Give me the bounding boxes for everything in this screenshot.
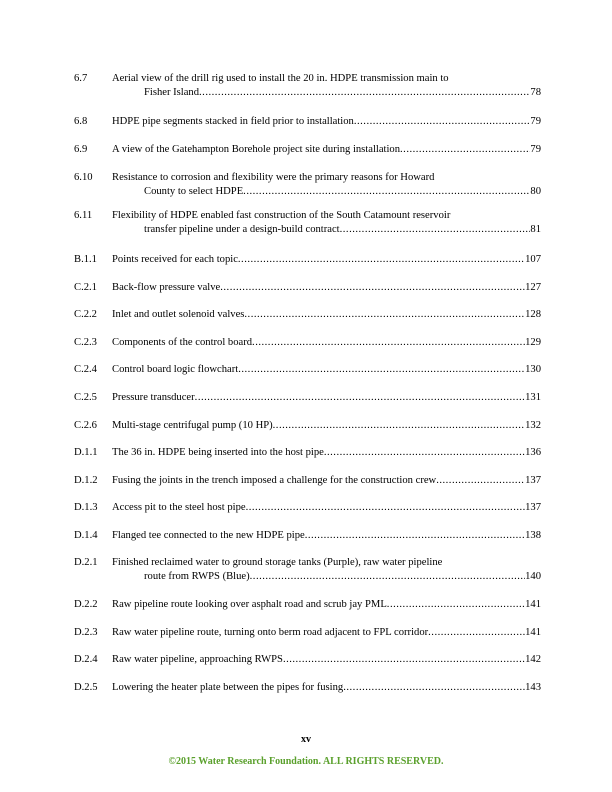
toc-entry[interactable]	[74, 115, 541, 129]
figure-number: 6.7	[74, 73, 88, 84]
figure-number: C.2.2	[74, 309, 97, 320]
toc-entry[interactable]	[74, 336, 541, 350]
page-reference[interactable]: 143	[525, 682, 541, 693]
figure-caption: Raw water pipeline, approaching RWPS	[112, 654, 283, 665]
page-number: xv	[301, 734, 311, 745]
page-reference[interactable]: 79	[530, 116, 541, 127]
figure-number: 6.8	[74, 116, 88, 127]
toc-entry[interactable]	[74, 143, 541, 157]
figure-number: D.1.2	[74, 475, 98, 486]
dot-leader	[273, 419, 525, 433]
page-reference[interactable]: 137	[525, 475, 541, 486]
dot-leader	[324, 446, 525, 460]
figure-number: 6.11	[74, 210, 93, 221]
figure-number: 6.9	[74, 144, 88, 155]
toc-entry[interactable]	[74, 556, 541, 584]
figure-caption: transfer pipeline under a design-build contract	[144, 224, 340, 235]
dot-leader	[244, 308, 525, 322]
figure-caption: Multi-stage centrifugal pump (10 HP)	[112, 420, 273, 431]
toc-entry[interactable]	[74, 474, 541, 488]
dot-leader	[252, 336, 525, 350]
figure-caption: Pressure transducer	[112, 392, 195, 403]
page-reference[interactable]: 81	[530, 224, 541, 235]
page-reference[interactable]: 132	[525, 420, 541, 431]
figure-caption: A view of the Gatehampton Borehole project site during installation	[112, 144, 401, 155]
page-reference[interactable]: 141	[525, 599, 541, 610]
figure-caption: Finished reclaimed water to ground storage tanks (Purple), raw water pipeline	[112, 557, 443, 568]
figure-caption: Control board logic flowchart	[112, 364, 239, 375]
figure-number: D.1.4	[74, 530, 98, 541]
figure-caption: Lowering the heater plate between the pipes for fusing	[112, 682, 344, 693]
figure-number: D.1.1	[74, 447, 98, 458]
figure-caption: HDPE pipe segments stacked in field prior to installation	[112, 116, 354, 127]
figure-number: 6.10	[74, 172, 93, 183]
toc-entry[interactable]	[74, 209, 541, 237]
figure-caption: County to select HDPE	[144, 186, 244, 197]
toc-entry[interactable]	[74, 171, 541, 199]
toc-entry[interactable]	[74, 681, 541, 695]
figure-number: D.1.3	[74, 502, 98, 513]
dot-leader	[428, 626, 525, 640]
toc-entry[interactable]	[74, 308, 541, 322]
figure-caption: Fusing the joints in the trench imposed a challenge for the construction crew	[112, 475, 437, 486]
toc-entry[interactable]	[74, 529, 541, 543]
figure-number: D.2.4	[74, 654, 98, 665]
figure-caption: route from RWPS (Blue)	[144, 571, 250, 582]
dot-leader	[238, 253, 525, 267]
figure-caption: Resistance to corrosion and flexibility were the primary reasons for Howard	[112, 172, 435, 183]
dot-leader	[199, 86, 530, 100]
dot-leader	[343, 681, 525, 695]
page-reference[interactable]: 80	[530, 186, 541, 197]
toc-entry[interactable]	[74, 281, 541, 295]
page-reference[interactable]: 127	[525, 282, 541, 293]
figure-number: C.2.1	[74, 282, 97, 293]
dot-leader	[305, 529, 525, 543]
dot-leader	[238, 363, 525, 377]
figure-caption: Flanged tee connected to the new HDPE pipe	[112, 530, 305, 541]
figure-caption: Flexibility of HDPE enabled fast construction of the South Catamount reservoir	[112, 210, 451, 221]
page-reference[interactable]: 131	[525, 392, 541, 403]
figure-number: D.2.2	[74, 599, 98, 610]
dot-leader	[250, 570, 525, 584]
figure-number: D.2.5	[74, 682, 98, 693]
page-reference[interactable]: 140	[525, 571, 541, 582]
figure-number: C.2.3	[74, 337, 97, 348]
dot-leader	[246, 501, 526, 515]
figure-caption: Access pit to the steel host pipe	[112, 502, 246, 513]
figure-number: C.2.5	[74, 392, 97, 403]
page-reference[interactable]: 79	[530, 144, 541, 155]
figure-caption: Back-flow pressure valve	[112, 282, 221, 293]
figure-caption: Points received for each topic	[112, 254, 238, 265]
page-reference[interactable]: 138	[525, 530, 541, 541]
toc-entry[interactable]	[74, 653, 541, 667]
dot-leader	[387, 598, 525, 612]
dot-leader	[220, 281, 525, 295]
toc-entry[interactable]	[74, 253, 541, 267]
dot-leader	[195, 391, 525, 405]
toc-entry[interactable]	[74, 626, 541, 640]
figure-number: C.2.6	[74, 420, 97, 431]
figure-number: D.2.3	[74, 627, 98, 638]
figure-caption: Raw pipeline route looking over asphalt road and scrub jay PML	[112, 599, 387, 610]
page-reference[interactable]: 129	[525, 337, 541, 348]
page-reference[interactable]: 136	[525, 447, 541, 458]
page-reference[interactable]: 137	[525, 502, 541, 513]
page-reference[interactable]: 141	[525, 627, 541, 638]
dot-leader	[340, 223, 531, 237]
page-reference[interactable]: 78	[530, 87, 541, 98]
toc-entry[interactable]	[74, 391, 541, 405]
page-reference[interactable]: 107	[525, 254, 541, 265]
dot-leader	[436, 474, 525, 488]
figure-caption: Inlet and outlet solenoid valves	[112, 309, 245, 320]
dot-leader	[243, 185, 530, 199]
page-reference[interactable]: 142	[525, 654, 541, 665]
figure-number: C.2.4	[74, 364, 97, 375]
figure-caption: The 36 in. HDPE being inserted into the host pipe	[112, 447, 324, 458]
dot-leader	[283, 653, 525, 667]
toc-entry[interactable]	[74, 446, 541, 460]
figure-caption: Aerial view of the drill rig used to install the 20 in. HDPE transmission main to	[112, 73, 449, 84]
page-reference[interactable]: 128	[525, 309, 541, 320]
toc-entry[interactable]	[74, 598, 541, 612]
dot-leader	[354, 115, 531, 129]
figure-caption: Raw water pipeline route, turning onto berm road adjacent to FPL corridor	[112, 627, 429, 638]
toc-entry[interactable]	[74, 501, 541, 515]
figure-caption: Components of the control board	[112, 337, 253, 348]
toc-entry[interactable]	[74, 419, 541, 433]
dot-leader	[400, 143, 530, 157]
toc-entry[interactable]	[74, 363, 541, 377]
figure-number: D.2.1	[74, 557, 98, 568]
figure-caption: Fisher Island	[144, 87, 200, 98]
page-reference[interactable]: 130	[525, 364, 541, 375]
copyright-notice: ©2015 Water Research Foundation. ALL RIGHTS RESERVED.	[168, 756, 444, 767]
toc-entry[interactable]	[74, 72, 541, 100]
figure-number: B.1.1	[74, 254, 97, 265]
